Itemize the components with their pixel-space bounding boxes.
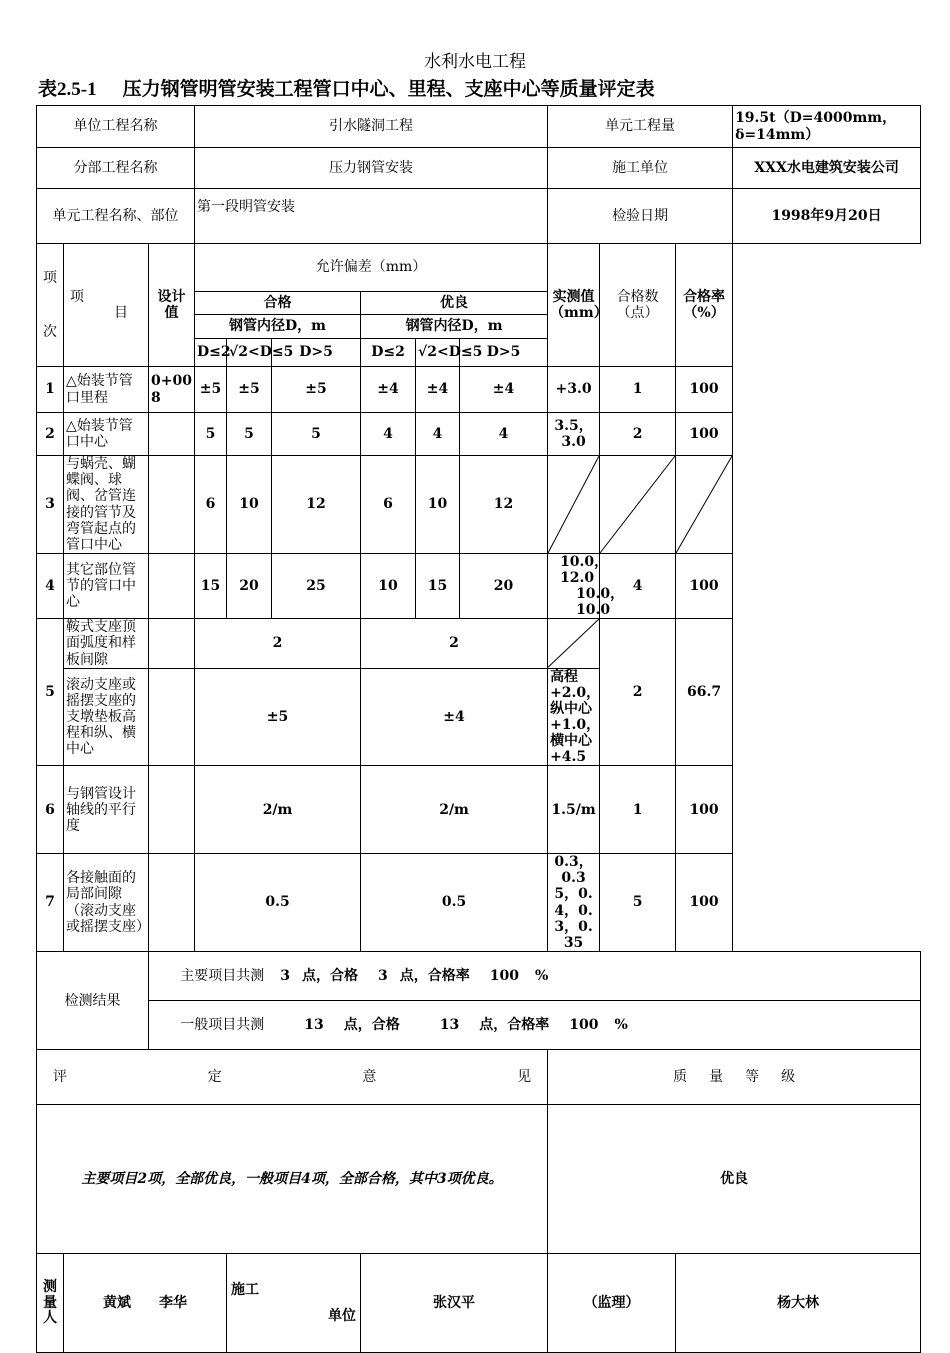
range-e2: √2<D≤5 [416, 339, 460, 367]
row-q3: 5 [272, 413, 361, 456]
table-row [37, 668, 921, 766]
row-excellent: ±4 [361, 668, 548, 766]
row-qualified: 2 [195, 619, 361, 668]
row-excellent: 2/m [361, 766, 548, 854]
row-count: 4 [600, 554, 676, 619]
row-design: 0+008 [149, 367, 195, 413]
results-main-total: 3 [280, 967, 290, 984]
row-qualified: ±5 [195, 668, 361, 766]
signature-row [37, 1254, 921, 1353]
unit-quantity-value: 19.5t（D=4000mm，δ=14mm） [733, 106, 921, 148]
results-main-prefix: 主要项目共测 [180, 967, 265, 984]
results-general [149, 1001, 921, 1050]
construction-person: 张汉平 [361, 1254, 548, 1353]
surveyors: 黄斌 李华 [64, 1254, 227, 1353]
row-q1: 5 [195, 413, 227, 456]
construction-label-1: 施工 [231, 1282, 260, 1299]
table-row [37, 554, 921, 619]
info-row-1 [37, 106, 921, 148]
row-q2: 5 [227, 413, 272, 456]
element-label: 单元工程名称、部位 [37, 189, 195, 244]
measured-line-2: 10.0，10.0 [576, 586, 625, 619]
row-q1: 6 [195, 456, 227, 554]
evaluation-header-row [37, 1050, 921, 1105]
results-general-unit2: 点，合格率 [479, 1017, 550, 1034]
supervision-label: （监理） [548, 1254, 676, 1353]
item-header-a: 项 [70, 288, 84, 305]
pass-rate-header: 合格率（%） [676, 244, 733, 367]
contractor-value: XXX水电建筑安装公司 [733, 148, 921, 189]
row-q1: 15 [195, 554, 227, 619]
opinion-text: 主要项目2项，全部优良，一般项目4项，全部合格，其中3项优良。 [37, 1105, 548, 1254]
row-e2: 4 [416, 413, 460, 456]
table-row [37, 854, 921, 952]
pass-count-header: 合格数（点） [600, 244, 676, 367]
contractor-label: 施工单位 [548, 148, 733, 189]
row-e3: 20 [460, 554, 548, 619]
results-label: 检测结果 [37, 951, 149, 1050]
grade-char: 质 [673, 1069, 688, 1086]
seq-header-bottom: 次 [43, 324, 57, 340]
opinion-char: 评 [53, 1069, 67, 1086]
row-q1: ±5 [195, 367, 227, 413]
date-value: 1998年9月20日 [733, 189, 921, 244]
inner-diameter-excellent: 钢管内径D，m [361, 315, 548, 339]
row-no: 3 [37, 456, 64, 554]
item-header-b: 目 [114, 305, 128, 321]
results-general-pct: % [614, 1017, 628, 1034]
range-q2: √2<D≤5 [227, 339, 272, 367]
table-row [37, 456, 921, 554]
row-e2: ±4 [416, 367, 460, 413]
row-measured-na [548, 456, 600, 554]
info-row-3 [37, 189, 921, 244]
diagonal-slash [548, 456, 599, 553]
row-measured: 0.3，0.35，0.4，0.3，0.35 [548, 854, 600, 952]
grade-text: 优良 [548, 1105, 921, 1254]
evaluation-content-row [37, 1105, 921, 1254]
row-measured-na [548, 619, 600, 668]
qualified-header: 合格 [195, 292, 361, 315]
row-q2: ±5 [227, 367, 272, 413]
range-e1: D≤2 [361, 339, 416, 367]
results-general-passed: 13 [439, 1017, 460, 1034]
row-no: 7 [37, 854, 64, 952]
row-design [149, 413, 195, 456]
row-excellent: 0.5 [361, 854, 548, 952]
grade-char: 量 [709, 1069, 724, 1086]
row-e1: ±4 [361, 367, 416, 413]
grade-char: 级 [781, 1069, 796, 1086]
inner-diameter-qualified: 钢管内径D，m [195, 315, 361, 339]
info-row-2 [37, 148, 921, 189]
tolerance-header: 允许偏差（mm） [195, 244, 548, 292]
range-q3: D>5 [272, 339, 361, 367]
row-no: 5 [37, 619, 64, 766]
construction-label-2: 单位 [328, 1308, 357, 1325]
row-count: 5 [600, 854, 676, 952]
row-e3: ±4 [460, 367, 548, 413]
opinion-char: 见 [517, 1069, 532, 1086]
results-main-rate: 100 [489, 967, 519, 984]
table-heading [38, 74, 655, 101]
results-general-rate: 100 [569, 1017, 599, 1034]
table-row [37, 619, 921, 668]
measured-header: 实测值（mm） [548, 244, 600, 367]
row-rate: 100 [676, 367, 733, 413]
row-no: 2 [37, 413, 64, 456]
excellent-header: 优良 [361, 292, 548, 315]
row-q3: ±5 [272, 367, 361, 413]
opinion-char: 意 [362, 1069, 377, 1086]
results-main-unit2: 点，合格率 [399, 967, 470, 984]
header-row-1 [37, 244, 921, 292]
diagonal-slash [548, 619, 599, 667]
results-main-pct: % [534, 967, 549, 984]
table-row [37, 766, 921, 854]
row-e3: 4 [460, 413, 548, 456]
unit-project-value: 引水隧洞工程 [195, 106, 548, 148]
quality-evaluation-table [36, 105, 921, 1353]
results-general-unit1: 点，合格 [343, 1017, 400, 1034]
row-design [149, 456, 195, 554]
opinion-char: 定 [207, 1069, 222, 1086]
row-rate-na [676, 456, 733, 554]
row-measured: 1.5/m [548, 766, 600, 854]
design-value-header: 设计值 [149, 244, 195, 367]
row-e2: 10 [416, 456, 460, 554]
diagonal-slash [676, 456, 732, 553]
row-count: 2 [600, 413, 676, 456]
grade-char: 等 [745, 1069, 760, 1086]
row-design [149, 619, 195, 668]
results-row-general [37, 1001, 921, 1050]
row-measured: 3.5，3.0 [548, 413, 600, 456]
row-e1: 6 [361, 456, 416, 554]
document-title: 水利水电工程 [424, 52, 526, 72]
construction-label [227, 1254, 361, 1353]
row-measured [548, 554, 625, 619]
item-header [64, 244, 149, 367]
table-row [37, 367, 921, 413]
surveyor-label: 测量人 [37, 1254, 64, 1353]
grade-header [548, 1050, 921, 1105]
row-design [149, 766, 195, 854]
row-rate: 100 [676, 554, 733, 619]
row-count: 1 [600, 766, 676, 854]
range-q1: D≤2 [195, 339, 227, 367]
row-no: 4 [37, 554, 64, 619]
row-q2: 10 [227, 456, 272, 554]
row-rate: 100 [676, 766, 733, 854]
row-count-na [600, 456, 676, 554]
row-qualified: 2/m [195, 766, 361, 854]
row-measured: +3.0 [548, 367, 600, 413]
seq-header [37, 244, 64, 367]
row-e1: 4 [361, 413, 416, 456]
supervisor: 杨大林 [676, 1254, 921, 1353]
row-item: 与蜗壳、蝴蝶阀、球阀、岔管连接的管节及弯管起点的管口中心 [64, 456, 149, 554]
row-e2: 15 [416, 554, 460, 619]
row-count: 2 [600, 619, 676, 766]
results-general-total: 13 [304, 1017, 324, 1034]
row-e3: 12 [460, 456, 548, 554]
row-design [149, 668, 195, 766]
diagonal-slash [600, 456, 675, 553]
row-design [149, 854, 195, 952]
row-measured: 高程+2.0，纵中心+1.0，横中心+4.5 [548, 668, 600, 766]
seq-header-top: 项 [43, 269, 57, 286]
element-value: 第一段明管安装 [195, 189, 548, 244]
row-q2: 20 [227, 554, 272, 619]
row-q3: 12 [272, 456, 361, 554]
results-main-unit1: 点，合格 [302, 967, 358, 984]
row-item: 其它部位管节的管口中心 [64, 554, 149, 619]
row-rate: 100 [676, 854, 733, 952]
measured-line-1: 10.0，12.0 [560, 554, 609, 587]
opinion-header [37, 1050, 548, 1105]
row-item: 各接触面的局部间隙（滚动支座或摇摆支座） [64, 854, 149, 952]
row-rate: 100 [676, 413, 733, 456]
row-rate: 66.7 [676, 619, 733, 766]
row-item: △始装节管口中心 [64, 413, 149, 456]
table-row [37, 413, 921, 456]
row-item: 与钢管设计轴线的平行度 [64, 766, 149, 854]
row-design [149, 554, 195, 619]
unit-quantity-label: 单元工程量 [548, 106, 733, 148]
table-title: 压力钢管明管安装工程管口中心、里程、支座中心等质量评定表 [122, 78, 655, 100]
sub-project-label: 分部工程名称 [37, 148, 195, 189]
row-item: 鞍式支座顶面弧度和样板间隙 [64, 619, 149, 668]
row-excellent: 2 [361, 619, 548, 668]
row-e1: 10 [361, 554, 416, 619]
table-code: 表2.5-1 [38, 79, 97, 100]
row-count: 1 [600, 367, 676, 413]
row-no: 1 [37, 367, 64, 413]
row-no: 6 [37, 766, 64, 854]
results-main [149, 951, 921, 1000]
row-qualified: 0.5 [195, 854, 361, 952]
results-main-passed: 3 [378, 967, 388, 984]
date-label: 检验日期 [548, 189, 733, 244]
row-item: 滚动支座或摇摆支座的支墩垫板高程和纵、横中心 [64, 668, 149, 766]
unit-project-label: 单位工程名称 [37, 106, 195, 148]
results-row-main [37, 951, 921, 1000]
row-q3: 25 [272, 554, 361, 619]
results-general-prefix: 一般项目共测 [180, 1017, 265, 1034]
row-item: △始装节管口里程 [64, 367, 149, 413]
sub-project-value: 压力钢管安装 [195, 148, 548, 189]
range-e3: D>5 [460, 339, 548, 367]
